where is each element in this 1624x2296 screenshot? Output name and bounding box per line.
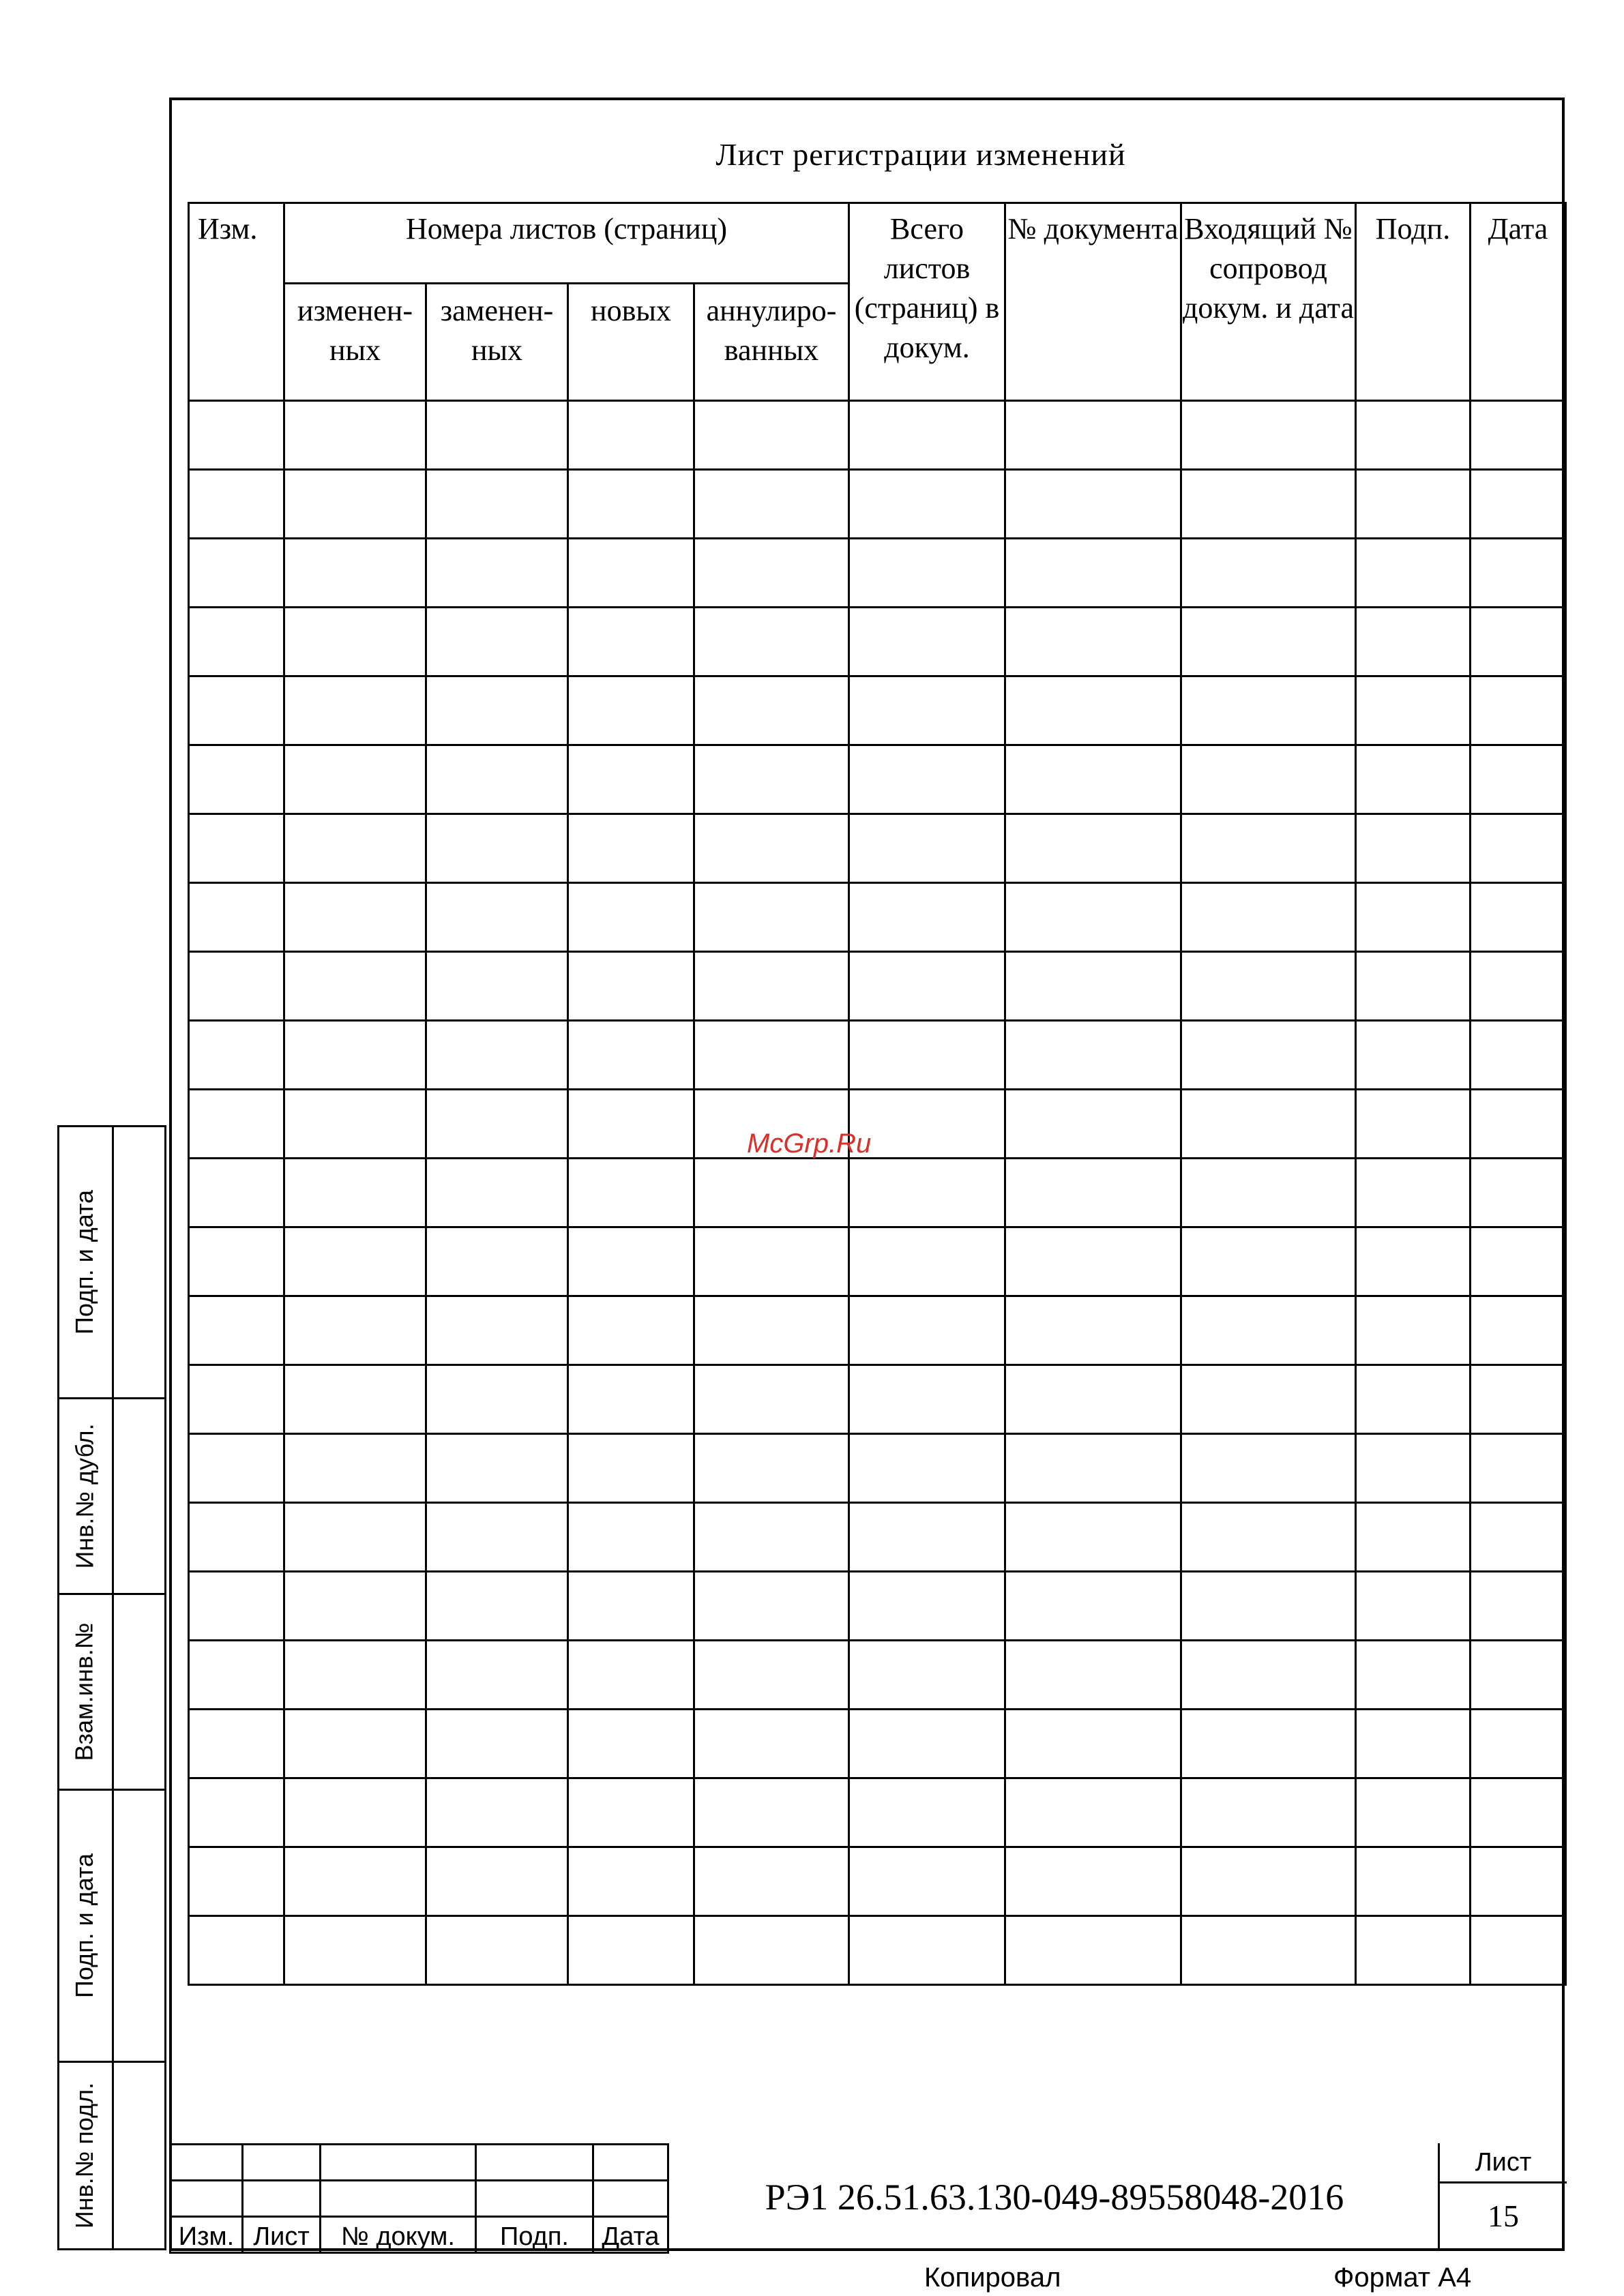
table-cell xyxy=(426,1778,568,1847)
table-row xyxy=(189,1710,1566,1778)
table-cell xyxy=(1356,676,1471,745)
title-block xyxy=(169,2143,1565,2251)
table-cell xyxy=(189,1641,284,1710)
sheet-box xyxy=(1438,2143,1567,2251)
table-cell xyxy=(284,1090,426,1159)
table-row xyxy=(189,745,1566,814)
table-row xyxy=(189,676,1566,745)
table-row xyxy=(189,1296,1566,1365)
table-cell xyxy=(1005,1572,1181,1641)
table-cell xyxy=(694,814,849,883)
table-row xyxy=(189,1021,1566,1090)
table-cell xyxy=(849,1847,1005,1916)
table-cell xyxy=(694,745,849,814)
table-cell xyxy=(284,608,426,676)
table-cell xyxy=(189,1296,284,1365)
table-cell xyxy=(1005,745,1181,814)
table-cell xyxy=(1356,539,1471,608)
table-row xyxy=(189,1572,1566,1641)
table-cell xyxy=(284,1641,426,1710)
table-cell xyxy=(189,1434,284,1503)
table-cell xyxy=(1181,1159,1356,1227)
table-cell xyxy=(1471,1159,1566,1227)
table-cell xyxy=(189,470,284,539)
table-cell xyxy=(426,470,568,539)
table-cell xyxy=(284,1847,426,1916)
table-cell xyxy=(284,1159,426,1227)
table-cell xyxy=(1471,1434,1566,1503)
table-cell xyxy=(849,745,1005,814)
table-cell xyxy=(189,1090,284,1159)
table-cell xyxy=(426,883,568,952)
table-cell xyxy=(284,952,426,1021)
table-cell xyxy=(1471,1090,1566,1159)
table-cell xyxy=(849,1227,1005,1296)
table-cell xyxy=(1356,1572,1471,1641)
table-cell xyxy=(694,470,849,539)
table-cell xyxy=(1471,401,1566,470)
table-row xyxy=(189,470,1566,539)
table-cell xyxy=(1181,1090,1356,1159)
table-cell xyxy=(1471,676,1566,745)
table-cell xyxy=(1181,676,1356,745)
table-cell xyxy=(849,1159,1005,1227)
table-cell xyxy=(694,1916,849,1985)
table-cell xyxy=(189,1021,284,1090)
table-cell xyxy=(568,952,694,1021)
table-cell xyxy=(1471,1847,1566,1916)
table-cell xyxy=(1181,1778,1356,1847)
table-cell xyxy=(1181,470,1356,539)
table-cell xyxy=(694,1296,849,1365)
table-cell xyxy=(1181,539,1356,608)
table-cell xyxy=(849,1365,1005,1434)
table-cell xyxy=(284,1434,426,1503)
table-cell xyxy=(1181,1434,1356,1503)
header-date: Дата xyxy=(1471,203,1566,401)
table-cell xyxy=(1356,883,1471,952)
table-cell xyxy=(1471,883,1566,952)
table-cell xyxy=(1181,1641,1356,1710)
table-cell xyxy=(284,1916,426,1985)
table-cell xyxy=(568,1572,694,1641)
table-cell xyxy=(189,539,284,608)
table-cell xyxy=(284,1365,426,1434)
table-cell xyxy=(189,952,284,1021)
table-cell xyxy=(568,1090,694,1159)
table-cell xyxy=(694,1021,849,1090)
table-row xyxy=(189,883,1566,952)
watermark-text: McGrp.Ru xyxy=(747,1129,872,1159)
table-cell xyxy=(284,676,426,745)
table-cell xyxy=(426,1296,568,1365)
table-cell xyxy=(1005,470,1181,539)
table-cell xyxy=(1356,608,1471,676)
table-cell xyxy=(849,1021,1005,1090)
table-cell xyxy=(1356,1641,1471,1710)
table-cell xyxy=(426,1434,568,1503)
table-cell xyxy=(1471,745,1566,814)
table-cell xyxy=(284,1021,426,1090)
table-row xyxy=(189,1090,1566,1159)
table-cell xyxy=(1181,883,1356,952)
header-replaced: заменен- ных xyxy=(426,284,568,401)
table-cell xyxy=(568,1847,694,1916)
table-row xyxy=(189,1365,1566,1434)
table-cell xyxy=(849,1916,1005,1985)
sheet-label: Лист xyxy=(1440,2143,1567,2183)
table-cell xyxy=(1181,1916,1356,1985)
table-cell xyxy=(1005,1090,1181,1159)
table-cell xyxy=(694,1641,849,1710)
table-cell xyxy=(426,814,568,883)
table-cell xyxy=(694,1572,849,1641)
sheet-number: 15 xyxy=(1488,2198,1519,2233)
table-cell xyxy=(426,1503,568,1572)
table-row xyxy=(189,1916,1566,1985)
table-cell xyxy=(1181,1710,1356,1778)
format-label: Формат А4 xyxy=(1333,2263,1472,2293)
table-row xyxy=(189,1847,1566,1916)
header-sign: Подп. xyxy=(1356,203,1471,401)
side-label-sign-date-1: Подп. и дата xyxy=(70,1189,98,1335)
table-cell xyxy=(694,539,849,608)
header-changed: изменен- ных xyxy=(284,284,426,401)
table-row xyxy=(189,1159,1566,1227)
table-cell xyxy=(694,1434,849,1503)
table-cell xyxy=(1005,1641,1181,1710)
table-cell xyxy=(284,1227,426,1296)
table-cell xyxy=(189,608,284,676)
table-cell xyxy=(426,608,568,676)
table-cell xyxy=(1181,1503,1356,1572)
table-cell xyxy=(1471,1778,1566,1847)
table-cell xyxy=(1005,1021,1181,1090)
table-cell xyxy=(1181,1021,1356,1090)
table-row xyxy=(189,952,1566,1021)
table-cell xyxy=(426,1710,568,1778)
table-cell xyxy=(694,1503,849,1572)
table-cell xyxy=(849,814,1005,883)
table-cell xyxy=(1356,1021,1471,1090)
stamp-sign: Подп. xyxy=(476,2217,593,2253)
table-cell xyxy=(284,745,426,814)
table-row xyxy=(189,608,1566,676)
table-cell xyxy=(426,1021,568,1090)
table-cell xyxy=(1005,676,1181,745)
table-cell xyxy=(1005,1710,1181,1778)
table-cell xyxy=(189,1778,284,1847)
table-cell xyxy=(694,676,849,745)
table-cell xyxy=(1356,745,1471,814)
table-cell xyxy=(189,883,284,952)
table-cell xyxy=(1471,1572,1566,1641)
table-cell xyxy=(1181,608,1356,676)
table-row xyxy=(189,1641,1566,1710)
table-cell xyxy=(1005,1434,1181,1503)
table-cell xyxy=(1005,1227,1181,1296)
table-cell xyxy=(568,1227,694,1296)
header-annulled: аннулиро- ванных xyxy=(694,284,849,401)
table-cell xyxy=(426,1641,568,1710)
table-cell xyxy=(1005,608,1181,676)
table-cell xyxy=(426,1159,568,1227)
table-cell xyxy=(694,1159,849,1227)
table-cell xyxy=(1181,814,1356,883)
table-cell xyxy=(849,1503,1005,1572)
side-divider xyxy=(112,1125,114,2250)
table-cell xyxy=(849,883,1005,952)
table-cell xyxy=(284,539,426,608)
table-cell xyxy=(694,883,849,952)
table-cell xyxy=(426,1090,568,1159)
table-cell xyxy=(1471,1365,1566,1434)
table-cell xyxy=(1181,1847,1356,1916)
table-cell xyxy=(1471,814,1566,883)
table-cell xyxy=(1005,1365,1181,1434)
copied-label: Копировал xyxy=(924,2263,1061,2293)
table-cell xyxy=(1471,1710,1566,1778)
table-cell xyxy=(284,470,426,539)
table-cell xyxy=(189,1159,284,1227)
side-label-repl-inv: Взам.инв.№ xyxy=(70,1622,98,1761)
table-cell xyxy=(849,1778,1005,1847)
table-cell xyxy=(426,676,568,745)
table-cell xyxy=(1356,1710,1471,1778)
table-cell xyxy=(568,883,694,952)
table-cell xyxy=(284,401,426,470)
table-cell xyxy=(1471,470,1566,539)
table-cell xyxy=(189,814,284,883)
table-cell xyxy=(1356,1847,1471,1916)
table-cell xyxy=(1356,952,1471,1021)
table-cell xyxy=(284,1503,426,1572)
table-cell xyxy=(568,1503,694,1572)
table-cell xyxy=(284,1572,426,1641)
header-total-sheets: Всего листов (страниц) в докум. xyxy=(849,203,1005,401)
table-cell xyxy=(849,952,1005,1021)
table-cell xyxy=(568,470,694,539)
side-label-dup-inv: Инв.№ дубл. xyxy=(70,1423,98,1569)
table-cell xyxy=(1471,1916,1566,1985)
table-cell xyxy=(568,1159,694,1227)
table-cell xyxy=(849,1572,1005,1641)
table-cell xyxy=(694,1365,849,1434)
table-cell xyxy=(189,1916,284,1985)
table-cell xyxy=(849,1710,1005,1778)
table-cell xyxy=(849,1090,1005,1159)
table-cell xyxy=(1356,1434,1471,1503)
table-cell xyxy=(1005,539,1181,608)
table-cell xyxy=(1356,1090,1471,1159)
table-cell xyxy=(1005,883,1181,952)
header-incoming: Входящий № сопровод докум. и дата xyxy=(1181,203,1356,401)
table-cell xyxy=(1005,1778,1181,1847)
table-cell xyxy=(1005,1916,1181,1985)
header-new: новых xyxy=(568,284,694,401)
side-label-orig-inv: Инв.№ подл. xyxy=(70,2082,98,2229)
table-cell xyxy=(1356,401,1471,470)
table-cell xyxy=(849,1296,1005,1365)
table-cell xyxy=(284,1710,426,1778)
table-cell xyxy=(426,1916,568,1985)
table-cell xyxy=(1005,1847,1181,1916)
table-cell xyxy=(694,608,849,676)
stamp-doc-no: № докум. xyxy=(321,2217,476,2253)
table-cell xyxy=(1005,1503,1181,1572)
table-cell xyxy=(694,1778,849,1847)
header-doc-number: № документа xyxy=(1005,203,1181,401)
table-cell xyxy=(1356,1503,1471,1572)
table-cell xyxy=(694,952,849,1021)
table-cell xyxy=(189,1572,284,1641)
table-cell xyxy=(426,539,568,608)
table-row xyxy=(189,1434,1566,1503)
table-cell xyxy=(284,883,426,952)
stamp-date: Дата xyxy=(593,2217,668,2253)
table-cell xyxy=(1181,1365,1356,1434)
table-cell xyxy=(568,1641,694,1710)
side-label-sign-date-2: Подп. и дата xyxy=(70,1853,98,1999)
table-cell xyxy=(1005,1159,1181,1227)
table-cell xyxy=(1356,1916,1471,1985)
table-cell xyxy=(694,1847,849,1916)
table-cell xyxy=(1471,1021,1566,1090)
table-cell xyxy=(426,1365,568,1434)
table-cell xyxy=(568,1916,694,1985)
table-cell xyxy=(1181,401,1356,470)
table-cell xyxy=(1181,745,1356,814)
table-cell xyxy=(1181,952,1356,1021)
table-cell xyxy=(189,1847,284,1916)
table-cell xyxy=(849,470,1005,539)
table-cell xyxy=(189,401,284,470)
table-cell xyxy=(189,1503,284,1572)
table-cell xyxy=(1005,401,1181,470)
page-title: Лист регистрации изменений xyxy=(715,137,1126,172)
table-cell xyxy=(189,1710,284,1778)
stamp-list: Лист xyxy=(243,2217,321,2253)
table-row xyxy=(189,1503,1566,1572)
table-cell xyxy=(189,676,284,745)
table-cell xyxy=(426,1572,568,1641)
table-cell xyxy=(189,1365,284,1434)
table-cell xyxy=(426,1847,568,1916)
table-cell xyxy=(189,745,284,814)
table-row xyxy=(189,1227,1566,1296)
table-cell xyxy=(849,1434,1005,1503)
table-cell xyxy=(426,745,568,814)
table-cell xyxy=(568,1778,694,1847)
table-cell xyxy=(1471,1227,1566,1296)
table-cell xyxy=(284,1296,426,1365)
table-cell xyxy=(568,1296,694,1365)
table-cell xyxy=(1471,608,1566,676)
table-cell xyxy=(1005,1296,1181,1365)
table-cell xyxy=(694,401,849,470)
table-cell xyxy=(849,539,1005,608)
table-cell xyxy=(568,745,694,814)
table-cell xyxy=(568,814,694,883)
table-cell xyxy=(568,1434,694,1503)
table-cell xyxy=(1356,814,1471,883)
table-cell xyxy=(568,1365,694,1434)
title-block-grid xyxy=(169,2143,669,2254)
table-cell xyxy=(849,401,1005,470)
table-row xyxy=(189,814,1566,883)
table-cell xyxy=(568,608,694,676)
document-designation: РЭ1 26.51.63.130-049-89558048-2016 xyxy=(667,2143,1440,2251)
stamp-izm: Изм. xyxy=(171,2217,243,2253)
table-row xyxy=(189,1778,1566,1847)
header-sheet-numbers: Номера листов (страниц) xyxy=(284,203,849,284)
table-cell xyxy=(1356,1296,1471,1365)
side-stamp xyxy=(57,1125,166,2250)
table-cell xyxy=(1356,1227,1471,1296)
table-cell xyxy=(568,1021,694,1090)
table-cell xyxy=(1356,1159,1471,1227)
table-row xyxy=(189,539,1566,608)
table-cell xyxy=(1181,1227,1356,1296)
table-cell xyxy=(284,814,426,883)
table-cell xyxy=(1181,1296,1356,1365)
table-cell xyxy=(426,401,568,470)
table-cell xyxy=(1005,952,1181,1021)
table-cell xyxy=(1471,952,1566,1021)
table-cell xyxy=(1471,1641,1566,1710)
table-cell xyxy=(1356,470,1471,539)
table-cell xyxy=(1471,539,1566,608)
table-cell xyxy=(1356,1365,1471,1434)
table-cell xyxy=(189,1227,284,1296)
table-cell xyxy=(568,539,694,608)
table-cell xyxy=(849,1641,1005,1710)
table-cell xyxy=(849,608,1005,676)
table-cell xyxy=(849,676,1005,745)
table-cell xyxy=(426,1227,568,1296)
table-cell xyxy=(694,1710,849,1778)
table-cell xyxy=(1471,1296,1566,1365)
table-cell xyxy=(568,1710,694,1778)
table-cell xyxy=(568,676,694,745)
table-row xyxy=(189,401,1566,470)
table-cell xyxy=(1181,1572,1356,1641)
table-cell xyxy=(1471,1503,1566,1572)
table-cell xyxy=(694,1227,849,1296)
table-cell xyxy=(1005,814,1181,883)
change-registration-table xyxy=(188,202,1567,1986)
table-cell xyxy=(426,952,568,1021)
table-cell xyxy=(284,1778,426,1847)
table-cell xyxy=(1356,1778,1471,1847)
table-cell xyxy=(568,401,694,470)
header-izm: Изм. xyxy=(189,203,284,401)
